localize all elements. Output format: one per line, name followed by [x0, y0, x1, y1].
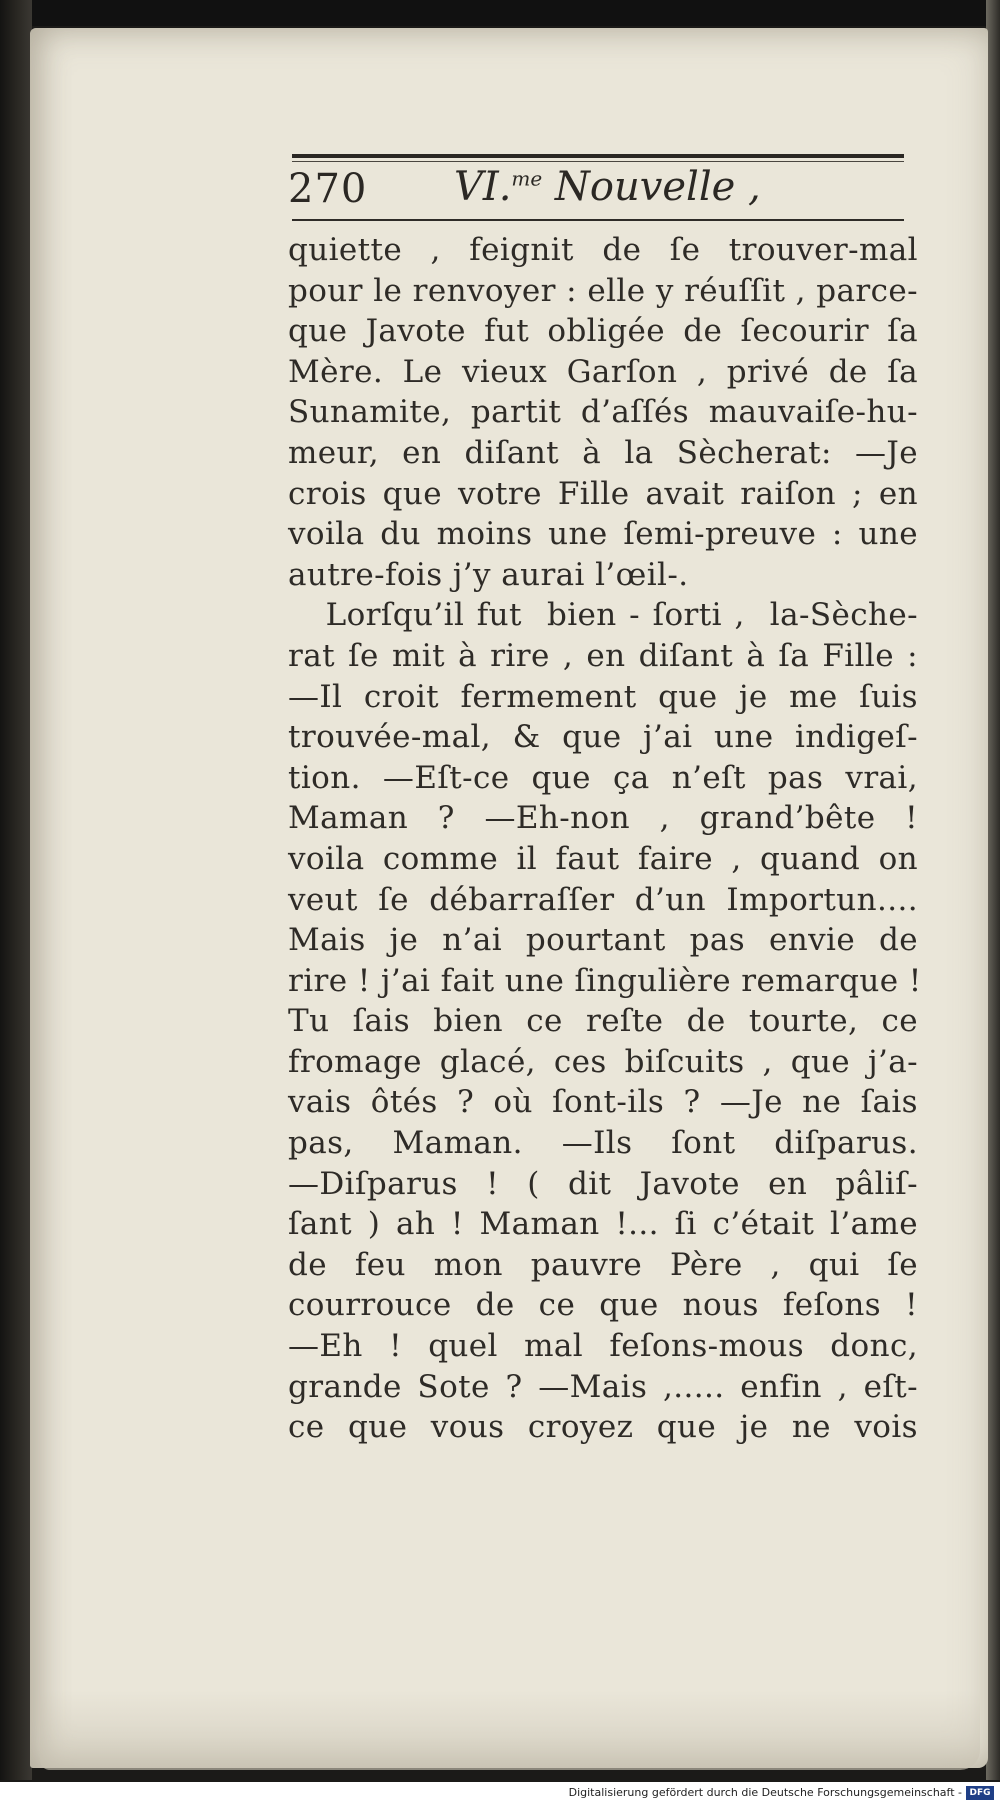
running-title — [454, 164, 761, 210]
text-line: fromage glacé, ces biſcuits , que j’a- — [288, 1043, 918, 1080]
body-text — [288, 230, 928, 1448]
scan-top-edge — [0, 0, 1000, 26]
text-line: meur, en diſant à la Sècherat: —Je — [288, 434, 918, 471]
text-line: —Diſparus ! ( dit Javote en pâliſ- — [288, 1165, 918, 1202]
running-title-superscript: me — [511, 166, 543, 191]
text-line: autre-fois j’y aurai l’œil-. — [288, 556, 689, 593]
text-line: de feu mon pauvre Père , qui ſe — [288, 1246, 918, 1283]
text-line: crois que votre Fille avait raiſon ; en — [288, 475, 918, 512]
text-line: veut ſe débarraſſer d’un Importun.... — [288, 881, 918, 918]
header-rule-bottom — [292, 219, 904, 221]
text-line: Tu ſais bien ce reſte de tourte, ce — [288, 1003, 918, 1040]
text-line: Sunamite, partit d’aſſés mauvaiſe-hu- — [288, 394, 918, 431]
text-line: ce que vous croyez que je ne vois — [288, 1409, 918, 1446]
running-header — [288, 160, 908, 218]
text-line: quiette , feignit de ſe trouver-mal — [288, 232, 918, 268]
header-rule-top — [292, 154, 904, 158]
text-line: vais ôtés ? où ſont-ils ? —Je ne ſais — [288, 1084, 918, 1121]
text-line: —Eh ! quel mal feſons-mous donc, — [288, 1328, 918, 1365]
text-line: Lorſqu’il fut bien - ſorti , la-Sèche- — [288, 597, 918, 634]
text-line: rat ſe mit à rire , en diſant à ſa Fille : — [288, 637, 918, 674]
funding-credit: Digitalisierung gefördert durch die Deutsche Forschungsgemeinschaft - — [568, 1786, 962, 1799]
text-line: grande Sote ? —Mais ,..... enfin , eſt- — [288, 1368, 918, 1405]
text-line: rire ! j’ai fait une ſingulière remarque ! — [288, 962, 922, 999]
text-line: Mais je n’ai pourtant pas envie de — [288, 922, 918, 959]
text-line: trouvée-mal, & que j’ai une indigeſ- — [288, 719, 918, 756]
digitization-footer — [0, 1782, 1000, 1805]
book-spine-edge — [0, 0, 32, 1780]
text-line: Maman ? —Eh-non , grand’bête ! — [288, 800, 918, 837]
page-worn-bottom — [40, 1690, 980, 1770]
text-line: ſant ) ah ! Maman !... ſi c’était l’ame — [288, 1206, 918, 1243]
text-line: pas, Maman. —Ils ſont diſparus. — [288, 1125, 918, 1162]
running-title-numeral: VI. — [454, 164, 512, 210]
book-fore-edge — [986, 0, 1000, 1780]
text-line: Mère. Le vieux Garſon , privé de ſa — [288, 353, 918, 390]
text-line: voila comme il faut faire , quand on — [288, 840, 918, 877]
text-line: voila du moins une ſemi-preuve : une — [288, 516, 918, 553]
text-line: pour le renvoyer : elle y réuſſit , parce- — [288, 272, 918, 309]
text-line: courrouce de ce que nous feſons ! — [288, 1287, 918, 1324]
text-line: tion. —Eſt-ce que ça n’eſt pas vrai, — [288, 759, 918, 796]
page-number: 270 — [288, 166, 368, 212]
running-title-word: Nouvelle , — [542, 164, 761, 210]
dfg-logo: DFG — [966, 1786, 994, 1800]
text-line: que Javote fut obligée de ſecourir ſa — [288, 313, 918, 350]
text-line: —Il croit fermement que je me ſuis — [288, 678, 918, 715]
